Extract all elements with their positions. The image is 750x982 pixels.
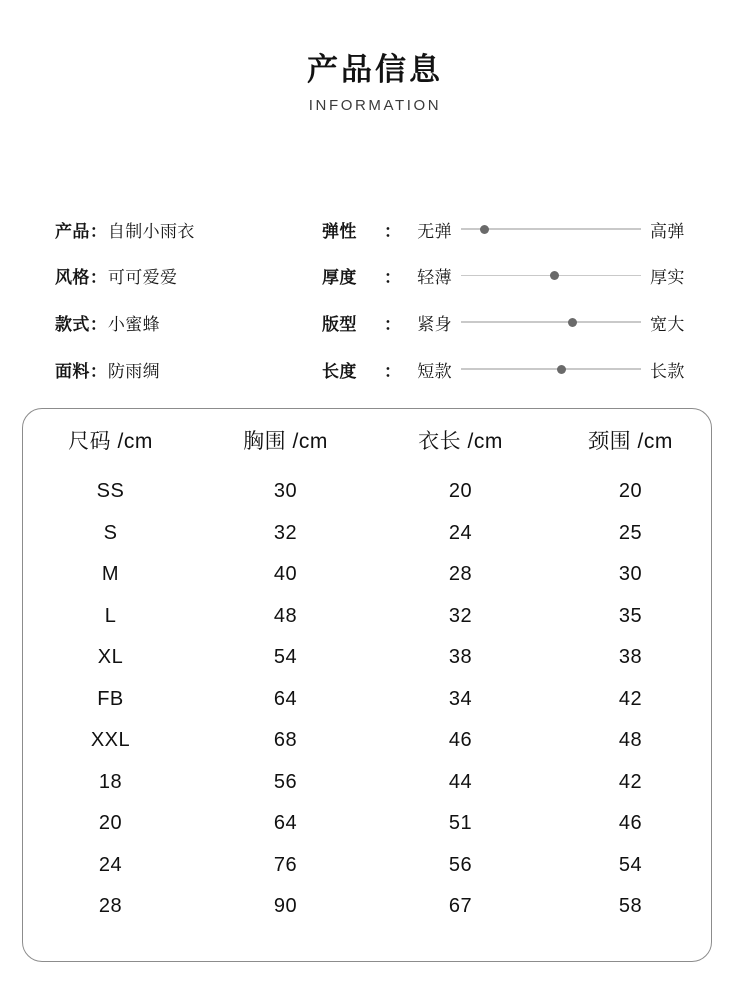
cell-bust: 56 [273, 770, 298, 793]
table-row [23, 513, 713, 555]
slider-max-label: 高弹 [650, 221, 685, 241]
cell-bust: 76 [273, 853, 298, 876]
cell-length: 56 [448, 853, 473, 876]
cell-length: 67 [448, 895, 473, 918]
slider-thickness[interactable] [461, 267, 641, 285]
cell-neck: 48 [618, 729, 643, 752]
slider-colon: ： [384, 361, 401, 381]
cell-length: 34 [448, 687, 473, 710]
slider-fit[interactable] [461, 313, 641, 331]
cell-length: 28 [448, 563, 473, 586]
page-header [0, 52, 750, 114]
slider-length[interactable] [461, 360, 641, 378]
attribute-value: 可可爱爱 [107, 268, 178, 288]
cell-neck: 20 [618, 480, 643, 503]
cell-neck: 46 [618, 812, 643, 835]
cell-bust: 90 [273, 895, 298, 918]
cell-bust: 64 [273, 687, 298, 710]
slider-track [461, 368, 641, 370]
cell-neck: 42 [618, 770, 643, 793]
cell-size: XXL [90, 729, 131, 752]
slider-min-label: 轻薄 [417, 268, 452, 288]
cell-size: XL [97, 646, 124, 669]
cell-bust: 32 [273, 521, 298, 544]
attribute-key: 产品 [55, 221, 90, 241]
cell-neck: 42 [618, 687, 643, 710]
table-row [23, 596, 713, 638]
slider-track [461, 321, 641, 323]
table-row [23, 845, 713, 887]
attribute-colon: ： [89, 221, 107, 241]
slider-handle[interactable] [557, 365, 566, 374]
table-header-row [23, 409, 713, 471]
cell-neck: 30 [618, 563, 643, 586]
table-row [23, 679, 713, 721]
attribute-value: 防雨绸 [107, 361, 161, 381]
table-row [23, 886, 713, 928]
attribute-colon: ： [89, 268, 107, 288]
cell-length: 44 [448, 770, 473, 793]
size-chart-card [22, 408, 712, 962]
cell-size: 18 [98, 770, 123, 793]
table-row [23, 554, 713, 596]
cell-size: S [103, 521, 118, 544]
slider-elasticity[interactable] [461, 220, 641, 238]
cell-size: 20 [98, 812, 123, 835]
slider-handle[interactable] [550, 271, 559, 280]
attribute-list [55, 206, 305, 392]
cell-neck: 25 [618, 521, 643, 544]
cell-length: 46 [448, 729, 473, 752]
table-row [23, 803, 713, 845]
column-header-size: 尺码 /cm [68, 430, 153, 453]
attribute-key: 面料 [55, 361, 90, 381]
slider-row-fit [322, 299, 722, 346]
table-row [23, 720, 713, 762]
slider-label: 厚度 [322, 268, 357, 288]
slider-handle[interactable] [568, 318, 577, 327]
slider-colon: ： [384, 314, 401, 334]
column-header-neck: 颈围 /cm [588, 430, 673, 453]
slider-list [322, 206, 722, 392]
cell-size: 28 [98, 895, 123, 918]
cell-neck: 38 [618, 646, 643, 669]
attribute-row-style [55, 253, 305, 300]
slider-label: 长度 [322, 361, 357, 381]
table-row [23, 762, 713, 804]
cell-size: SS [96, 480, 125, 503]
slider-colon: ： [384, 221, 401, 241]
slider-max-label: 厚实 [650, 268, 685, 288]
slider-row-elasticity [322, 206, 722, 253]
slider-row-length [322, 346, 722, 393]
cell-length: 20 [448, 480, 473, 503]
product-specs-section [0, 206, 750, 386]
cell-size: 24 [98, 853, 123, 876]
table-row [23, 471, 713, 513]
slider-min-label: 紧身 [417, 314, 452, 334]
cell-length: 51 [448, 812, 473, 835]
attribute-colon: ： [89, 314, 107, 334]
attribute-value: 自制小雨衣 [107, 221, 195, 241]
attribute-value: 小蜜蜂 [107, 314, 161, 334]
slider-min-label: 无弹 [417, 221, 452, 241]
slider-handle[interactable] [480, 225, 489, 234]
slider-min-label: 短款 [417, 361, 452, 381]
cell-bust: 54 [273, 646, 298, 669]
cell-bust: 40 [273, 563, 298, 586]
slider-max-label: 宽大 [650, 314, 685, 334]
column-header-bust: 胸围 /cm [243, 430, 328, 453]
cell-neck: 58 [618, 895, 643, 918]
slider-row-thickness [322, 253, 722, 300]
cell-neck: 35 [618, 604, 643, 627]
cell-bust: 64 [273, 812, 298, 835]
cell-size: M [101, 563, 120, 586]
page-subtitle: INFORMATION [308, 96, 442, 114]
slider-colon: ： [384, 268, 401, 288]
attribute-row-design [55, 299, 305, 346]
attribute-key: 款式 [55, 314, 90, 334]
cell-length: 24 [448, 521, 473, 544]
attribute-row-fabric [55, 346, 305, 393]
cell-length: 38 [448, 646, 473, 669]
slider-max-label: 长款 [650, 361, 685, 381]
cell-size: FB [97, 687, 124, 710]
cell-bust: 30 [273, 480, 298, 503]
table-row [23, 637, 713, 679]
attribute-row-product [55, 206, 305, 253]
attribute-key: 风格 [55, 268, 90, 288]
page-title: 产品信息 [307, 52, 443, 87]
size-chart-table [23, 409, 713, 928]
column-header-length: 衣长 /cm [418, 430, 503, 453]
cell-size: L [104, 604, 117, 627]
cell-bust: 68 [273, 729, 298, 752]
slider-label: 版型 [322, 314, 357, 334]
attribute-colon: ： [89, 361, 107, 381]
cell-bust: 48 [273, 604, 298, 627]
cell-neck: 54 [618, 853, 643, 876]
slider-label: 弹性 [322, 221, 357, 241]
cell-length: 32 [448, 604, 473, 627]
